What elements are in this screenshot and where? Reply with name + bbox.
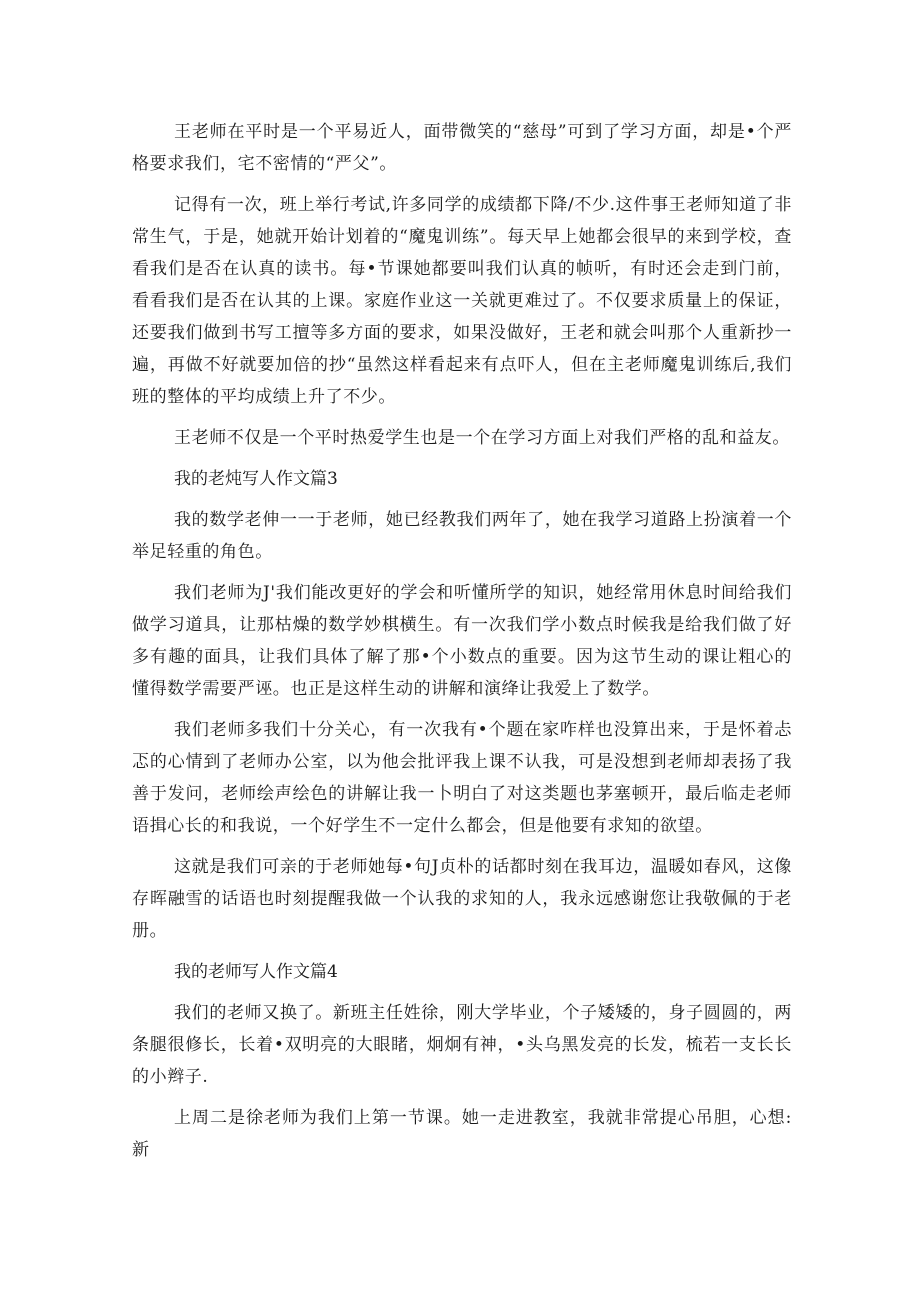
paragraph-2: 记得有一次，班上举行考试,许多同学的成绩都下降/不少.这件事王老师知道了非常生气，于是，她就开始计划着的“魔鬼训练”。每天早上她都会很早的来到学校，查看我们是否在认真的读书。每•节课她都要叫我们认真的帧听，有时还会走到门前，看看我们是否在认其的上课。家庭作业这一关就更难过了。不仅要求质量上的保证，还要我们做到书写工擅等多方面的要求，如果没做好，王老和就会叫那个人重新抄一遍，再做不好就要加倍的抄“虽然这样看起来有点吓人，但在主老师魔鬼训练后,我们班的整体的平均成绩上升了不少。	[132, 195, 792, 407]
paragraph-7: 这就是我们可亲的于老师她每•句J贞朴的话都时刻在我耳边，温暖如春风，这像存晖融雪的话语也时刻提醒我做一个认我的求知的人，我永远感谢您让我敬佩的于老册。	[132, 857, 792, 941]
document-page	[132, 116, 792, 1166]
section-heading-3: 我的老炖写人作文篇3	[174, 469, 338, 489]
paragraph-3: 王老师不仅是一个平时热爱学生也是一个在学习方面上对我们严格的乱和益友。	[174, 428, 790, 448]
paragraph-6: 我们老师多我们十分关心，有一次我有•个题在家咋样也没算出来，于是怀着忐忑的心情到了老师办公室，以为他会批评我上课不认我，可是没想到老师却表扬了我善于发问，老师绘声绘色的讲解让我一卜明白了对这类题也茅塞顿开，最后临走老师语揖心长的和我说，一个好学生不一定什么都会，但是他要有求知的欲望。	[132, 720, 792, 836]
section-heading-4: 我的老师写人作文篇4	[174, 962, 338, 982]
paragraph-4: 我的数学老伸一一于老师，她已经教我们两年了，她在我学习道路上扮演着一个举足轻重的角色。	[132, 510, 792, 562]
paragraph-9: 上周二是徐老师为我们上第一节课。她一走进教室，我就非常提心吊胆，心想:新	[132, 1108, 792, 1160]
paragraph-5: 我们老师为J'我们能改更好的学会和听懂所学的知识，她经常用休息时间给我们做学习道具，让那枯燥的数学妙棋横生。有一次我们学小数点时候我是给我们做了好多有趣的面具，让我们具体了解了那•个小数点的重要。因为这节生动的课让粗心的懂得数学需要严诬。也正是这样生动的讲解和演绛让我爱上了数学。	[132, 583, 792, 699]
paragraph-1: 王老师在平时是一个平易近人，面带微笑的“慈母”可到了学习方面，却是•个严格要求我们，宅不密情的“严父”。	[132, 122, 792, 174]
paragraph-8: 我们的老师又换了。新班主任姓徐，刚大学毕业，个子矮矮的，身子圆圆的，两条腿很修长，长着•双明亮的大眼睹，炯炯有神，•头乌黑发亮的长发，梳若一支长长的小辫子.	[132, 1003, 792, 1087]
